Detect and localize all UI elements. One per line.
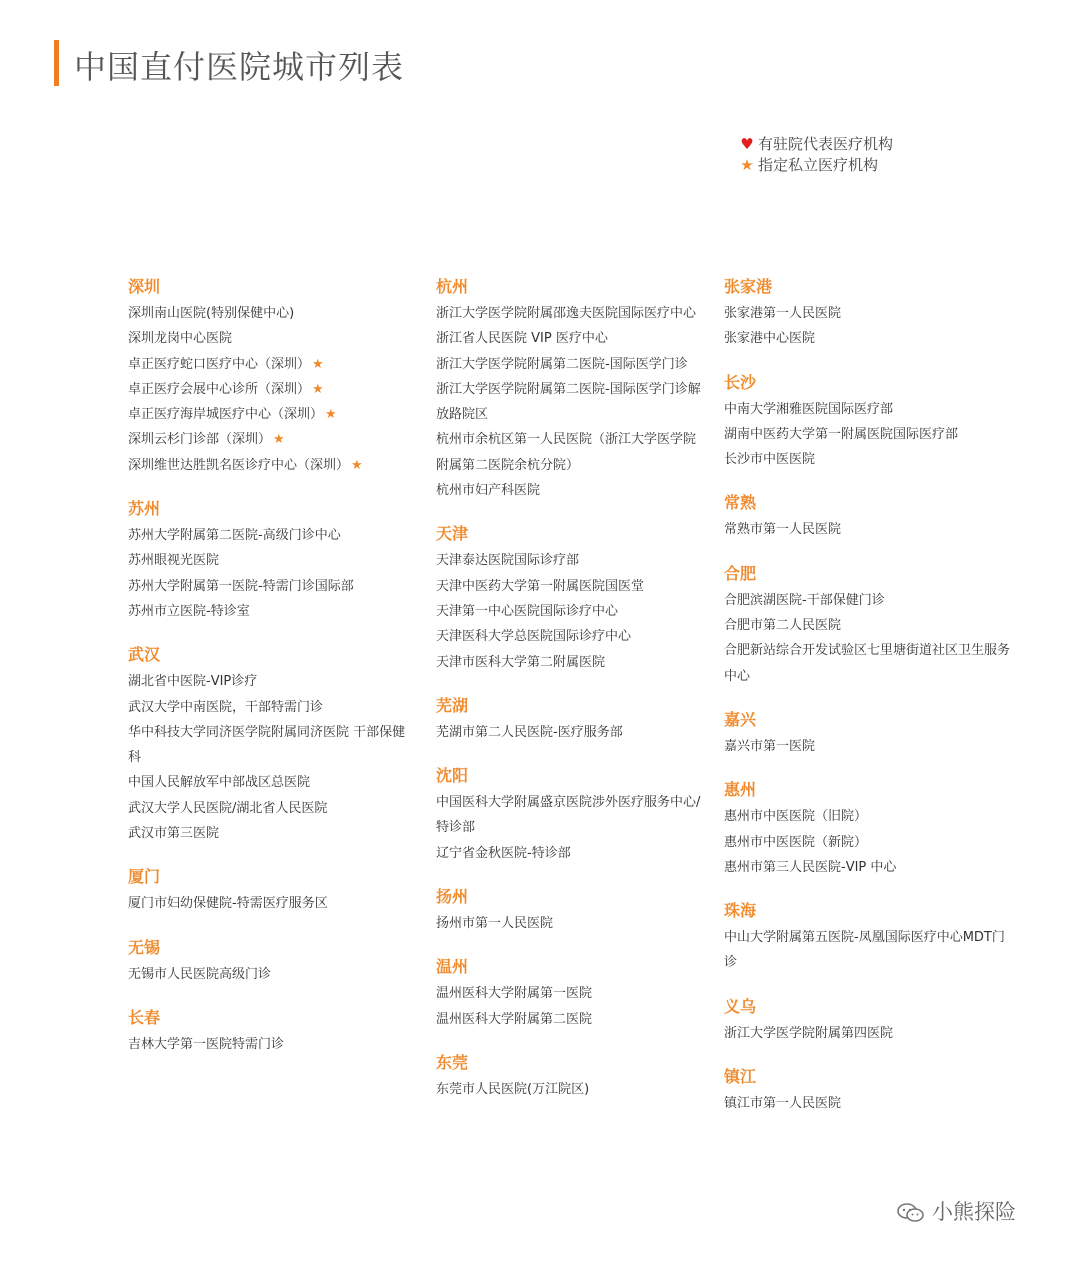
hospital-name: 武汉市第三医院 — [128, 826, 220, 842]
city-heading: 天津 — [436, 524, 469, 544]
city-heading: 珠海 — [724, 901, 757, 921]
title-accent-bar — [54, 40, 59, 86]
hospital-item — [128, 1032, 418, 1057]
hospital-name: 常熟市第一人民医院 — [724, 522, 842, 538]
hospital-item — [128, 377, 418, 402]
hospital-item — [436, 478, 706, 503]
legend-label: 有驻院代表医疗机构 — [758, 135, 894, 153]
hospital-name: 湖南中医药大学第一附属医院国际医疗部 — [724, 426, 959, 442]
city-heading: 张家港 — [724, 277, 773, 296]
hospital-name: 天津第一中心医院国际诊疗中心 — [436, 603, 619, 619]
hospital-item — [436, 790, 706, 841]
city-heading: 温州 — [436, 957, 469, 977]
hospital-item — [724, 734, 1014, 759]
hospital-name: 苏州眼视光医院 — [128, 553, 220, 569]
city-block — [724, 900, 1014, 976]
hospital-name: 深圳南山医院(特别保健中心) — [128, 306, 295, 321]
hospital-item — [724, 397, 1014, 422]
hospital-name: 镇江市第一人民医院 — [724, 1096, 842, 1112]
city-heading: 长春 — [128, 1007, 161, 1027]
hospital-name: 吉林大学第一医院特需门诊 — [128, 1036, 285, 1052]
city-block — [724, 779, 1014, 880]
hospital-item — [128, 402, 418, 427]
city-block — [128, 1007, 418, 1057]
hospital-item — [128, 891, 418, 916]
hospital-item — [128, 695, 418, 720]
hospital-name: 天津市医科大学第二附属医院 — [436, 654, 606, 670]
hospital-name: 厦门市妇幼保健院-特需医疗服务区 — [128, 896, 328, 912]
hospital-item — [724, 517, 1014, 542]
hospital-item — [724, 804, 1014, 829]
city-block — [724, 709, 1014, 759]
star-icon: ★ — [740, 156, 754, 174]
hospital-name: 苏州市立医院-特诊室 — [128, 603, 250, 619]
hospital-item — [128, 821, 418, 846]
hospital-item — [724, 830, 1014, 855]
hospital-item — [436, 352, 706, 377]
hospital-item — [128, 427, 418, 452]
hospital-item — [128, 796, 418, 821]
city-block — [436, 765, 706, 866]
hospital-item — [724, 588, 1014, 613]
hospital-item — [724, 1021, 1014, 1046]
hospital-item — [436, 1077, 706, 1102]
hospital-item — [128, 548, 418, 573]
hospital-name: 温州医科大学附属第二医院 — [436, 1011, 593, 1027]
hospital-name: 惠州市中医医院（旧院） — [724, 809, 868, 825]
city-block — [128, 937, 418, 987]
hospital-name: 长沙市中医医院 — [724, 452, 816, 468]
hospital-name: 中国人民解放军中部战区总医院 — [128, 775, 311, 791]
city-block — [128, 644, 418, 846]
city-heading: 嘉兴 — [724, 709, 757, 729]
city-block — [436, 956, 706, 1032]
hospital-name: 天津医科大学总医院国际诊疗中心 — [436, 629, 632, 645]
hospital-name: 杭州市妇产科医院 — [436, 483, 541, 499]
city-heading: 深圳 — [128, 277, 161, 296]
hospital-name: 卓正医疗海岸城医疗中心（深圳） — [128, 407, 324, 423]
city-column-2 — [436, 276, 706, 1122]
hospital-name: 苏州大学附属第二医院-高级门诊中心 — [128, 528, 341, 544]
star-icon: ★ — [312, 381, 324, 397]
hospital-name: 武汉大学中南医院，干部特需门诊 — [128, 699, 324, 715]
city-heading: 惠州 — [724, 780, 757, 800]
city-heading: 武汉 — [128, 645, 161, 665]
hospital-item — [128, 453, 418, 478]
hospital-name: 中山大学附属第五医院-凤凰国际医疗中心MDT门诊 — [724, 930, 1005, 971]
hospital-name: 合肥新站综合开发试验区七里塘街道社区卫生服务中心 — [724, 643, 1011, 684]
hospital-item — [436, 301, 706, 326]
star-icon: ★ — [351, 457, 363, 473]
hospital-name: 深圳龙岗中心医院 — [128, 331, 233, 347]
legend — [738, 134, 893, 176]
hospital-name: 东莞市人民医院(万江院区) — [436, 1081, 590, 1097]
star-icon: ★ — [325, 407, 337, 423]
hospital-name: 卓正医疗会展中心诊所（深圳） — [128, 381, 311, 397]
city-block — [436, 886, 706, 936]
hospital-name: 苏州大学附属第一医院-特需门诊国际部 — [128, 578, 354, 594]
city-block — [128, 866, 418, 916]
hospital-name: 杭州市余杭区第一人民医院（浙江大学医学院附属第二医院余杭分院） — [436, 432, 697, 473]
city-heading: 镇江 — [724, 1067, 757, 1087]
hospital-item — [724, 301, 1014, 326]
legend-item-private — [738, 155, 893, 176]
hospital-item — [724, 613, 1014, 638]
hospital-item — [128, 326, 418, 351]
hospital-item — [128, 669, 418, 694]
hospital-item — [724, 447, 1014, 472]
hospital-item — [436, 427, 706, 478]
city-block — [724, 563, 1014, 689]
hospital-item — [436, 574, 706, 599]
hospital-name: 温州医科大学附属第一医院 — [436, 986, 593, 1002]
hospital-name: 合肥滨湖医院-干部保健门诊 — [724, 592, 885, 608]
city-block — [724, 492, 1014, 542]
city-heading: 东莞 — [436, 1052, 469, 1072]
hospital-item — [724, 422, 1014, 447]
star-icon: ★ — [273, 432, 285, 448]
city-block — [724, 276, 1014, 352]
hospital-name: 浙江大学医学院附属第二医院-国际医学门诊 — [436, 356, 688, 372]
hospital-name: 中国医科大学附属盛京医院涉外医疗服务中心/特诊部 — [436, 795, 701, 836]
hospital-name: 张家港第一人民医院 — [724, 306, 842, 321]
hospital-name: 浙江省人民医院 VIP 医疗中心 — [436, 331, 608, 347]
hospital-name: 武汉大学人民医院/湖北省人民医院 — [128, 800, 328, 816]
hospital-item — [724, 638, 1014, 689]
hospital-name: 芜湖市第二人民医院-医疗服务部 — [436, 724, 623, 740]
hospital-name: 合肥市第二人民医院 — [724, 618, 842, 634]
city-block — [436, 523, 706, 674]
city-block — [128, 276, 418, 478]
hospital-name: 辽宁省金秋医院-特诊部 — [436, 845, 571, 861]
city-heading: 常熟 — [724, 493, 757, 513]
hospital-name: 中南大学湘雅医院国际医疗部 — [724, 401, 894, 417]
hospital-item — [436, 650, 706, 675]
hospital-name: 湖北省中医院-VIP诊疗 — [128, 674, 258, 690]
hospital-name: 深圳云杉门诊部（深圳） — [128, 432, 272, 448]
city-heading: 沈阳 — [436, 766, 469, 786]
hospital-item — [436, 599, 706, 624]
hospital-name: 嘉兴市第一医院 — [724, 738, 816, 754]
hospital-item — [436, 624, 706, 649]
hospital-name: 天津泰达医院国际诊疗部 — [436, 553, 580, 569]
hospital-item — [436, 377, 706, 428]
hospital-item — [128, 523, 418, 548]
city-heading: 义乌 — [724, 996, 757, 1016]
hospital-name: 浙江大学医学院附属第二医院-国际医学门诊解放路院区 — [436, 381, 701, 423]
city-column-1 — [128, 276, 418, 1077]
legend-label: 指定私立医疗机构 — [758, 156, 879, 174]
city-block — [436, 276, 706, 503]
hospital-item — [436, 841, 706, 866]
hospital-item — [436, 548, 706, 573]
hospital-name: 惠州市第三人民医院-VIP 中心 — [724, 859, 897, 875]
city-heading: 苏州 — [128, 499, 161, 519]
star-icon: ★ — [312, 356, 324, 372]
wechat-icon — [896, 1202, 926, 1224]
city-heading: 长沙 — [724, 372, 757, 392]
hospital-item — [436, 981, 706, 1006]
hospital-name: 无锡市人民医院高级门诊 — [128, 966, 272, 982]
city-column-3 — [724, 276, 1014, 1136]
heart-icon: ♥ — [740, 135, 754, 153]
city-heading: 杭州 — [436, 277, 469, 296]
hospital-item — [436, 1007, 706, 1032]
hospital-name: 扬州市第一人民医院 — [436, 916, 554, 932]
legend-item-resident-rep — [738, 134, 893, 155]
hospital-item — [436, 911, 706, 936]
hospital-name: 浙江大学医学院附属第四医院 — [724, 1025, 894, 1041]
hospital-item — [128, 574, 418, 599]
city-block — [724, 1066, 1014, 1116]
hospital-item — [724, 855, 1014, 880]
hospital-name: 卓正医疗蛇口医疗中心（深圳） — [128, 356, 311, 372]
watermark — [896, 1196, 1016, 1226]
city-heading: 合肥 — [724, 563, 757, 583]
hospital-item — [436, 720, 706, 745]
hospital-item — [724, 326, 1014, 351]
hospital-name: 深圳维世达胜凯名医诊疗中心（深圳） — [128, 457, 350, 473]
hospital-name: 天津中医药大学第一附属医院国医堂 — [436, 578, 645, 594]
hospital-name: 浙江大学医学院附属邵逸夫医院国际医疗中心 — [436, 306, 697, 321]
city-block — [436, 1052, 706, 1102]
city-heading: 无锡 — [128, 937, 161, 957]
hospital-item — [128, 770, 418, 795]
city-block — [724, 996, 1014, 1046]
hospital-item — [128, 599, 418, 624]
hospital-item — [128, 352, 418, 377]
city-block — [724, 372, 1014, 473]
hospital-name: 惠州市中医医院（新院） — [724, 834, 868, 850]
hospital-item — [436, 326, 706, 351]
hospital-name: 张家港中心医院 — [724, 331, 816, 347]
watermark-text: 小熊探险 — [932, 1200, 1016, 1224]
hospital-item — [128, 720, 418, 771]
hospital-item — [128, 301, 418, 326]
city-heading: 扬州 — [436, 887, 469, 907]
city-heading: 厦门 — [128, 867, 161, 887]
city-heading: 芜湖 — [436, 695, 469, 715]
city-block — [128, 498, 418, 624]
hospital-name: 华中科技大学同济医学院附属同济医院 干部保健科 — [128, 724, 406, 766]
hospital-item — [724, 925, 1014, 976]
hospital-item — [128, 962, 418, 987]
hospital-item — [724, 1091, 1014, 1116]
page-title: 中国直付医院城市列表 — [74, 48, 405, 86]
city-block — [436, 695, 706, 745]
